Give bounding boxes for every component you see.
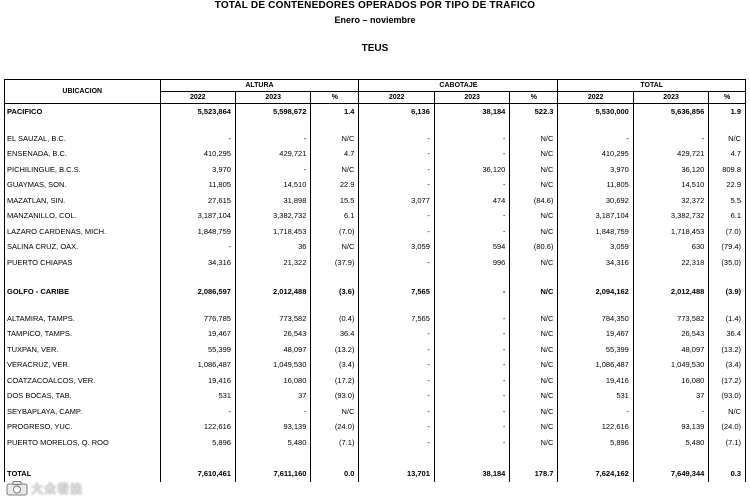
total-2022-cell: 19,467 — [558, 326, 633, 342]
cabotaje-2022-cell: - — [359, 146, 434, 162]
total-pct-cell: 809.8 — [709, 162, 746, 178]
location-cell: GOLFO - CARIBE — [5, 284, 161, 300]
spacer-row — [5, 120, 746, 131]
location-cell: EL SAUZAL, B.C. — [5, 131, 161, 147]
column-header-pct: % — [510, 92, 558, 104]
report-title: TOTAL DE CONTENEDORES OPERADOS POR TIPO DE TRAFICO — [214, 0, 536, 11]
table-row — [5, 357, 746, 373]
table-row — [5, 131, 746, 147]
cabotaje-pct-cell: N/C — [510, 388, 558, 404]
altura-2022-cell: 19,416 — [160, 373, 235, 389]
altura-2022-cell: 34,316 — [160, 255, 235, 271]
total-2023-cell: - — [633, 131, 708, 147]
altura-2022-cell: - — [160, 239, 235, 255]
altura-pct-cell: (7.1) — [311, 435, 359, 451]
table-row — [5, 177, 746, 193]
cabotaje-2023-cell: 36,120 — [434, 162, 509, 178]
total-2023-cell: 773,582 — [633, 311, 708, 327]
cabotaje-2022-cell: 3,077 — [359, 193, 434, 209]
altura-pct-cell: (0.4) — [311, 311, 359, 327]
total-2023-cell: 7,649,344 — [633, 464, 708, 482]
table-row — [5, 224, 746, 240]
altura-2023-cell: 7,611,160 — [235, 464, 310, 482]
total-row — [5, 464, 746, 482]
table-row — [5, 419, 746, 435]
cabotaje-2022-cell: - — [359, 131, 434, 147]
total-2022-cell: 11,805 — [558, 177, 633, 193]
altura-2022-cell: 1,086,487 — [160, 357, 235, 373]
altura-pct-cell: 1.4 — [311, 104, 359, 120]
table-row — [5, 146, 746, 162]
table-row — [5, 193, 746, 209]
total-2022-cell: 5,896 — [558, 435, 633, 451]
altura-2022-cell: 2,086,597 — [160, 284, 235, 300]
table-row — [5, 239, 746, 255]
cabotaje-2022-cell: - — [359, 162, 434, 178]
total-2022-cell: 19,416 — [558, 373, 633, 389]
altura-2023-cell: 21,322 — [235, 255, 310, 271]
altura-2023-cell: 3,382,732 — [235, 208, 310, 224]
cabotaje-2023-cell: - — [434, 208, 509, 224]
total-pct-cell: 5.5 — [709, 193, 746, 209]
altura-2022-cell: 410,295 — [160, 146, 235, 162]
total-pct-cell: N/C — [709, 404, 746, 420]
total-2022-cell: 2,094,162 — [558, 284, 633, 300]
cabotaje-2023-cell: - — [434, 131, 509, 147]
cabotaje-2023-cell: - — [434, 373, 509, 389]
total-2023-cell: 36,120 — [633, 162, 708, 178]
table-row — [5, 435, 746, 451]
altura-2023-cell: 31,898 — [235, 193, 310, 209]
altura-pct-cell: N/C — [311, 162, 359, 178]
altura-2023-cell: - — [235, 404, 310, 420]
column-header-2023: 2023 — [633, 92, 708, 104]
altura-2022-cell: 776,785 — [160, 311, 235, 327]
total-2023-cell: 2,012,488 — [633, 284, 708, 300]
table-row — [5, 255, 746, 271]
column-header-2022: 2022 — [160, 92, 235, 104]
altura-2022-cell: - — [160, 404, 235, 420]
cabotaje-pct-cell: N/C — [510, 208, 558, 224]
altura-2023-cell: 1,049,530 — [235, 357, 310, 373]
table-row — [5, 373, 746, 389]
column-group-cabotaje: CABOTAJE — [359, 80, 558, 92]
cabotaje-2023-cell: 38,184 — [434, 464, 509, 482]
cabotaje-2022-cell: 3,059 — [359, 239, 434, 255]
location-cell: COATZACOALCOS, VER. — [5, 373, 161, 389]
location-cell: SALINA CRUZ, OAX. — [5, 239, 161, 255]
total-2023-cell: 1,718,453 — [633, 224, 708, 240]
total-pct-cell: (35.0) — [709, 255, 746, 271]
altura-pct-cell: 4.7 — [311, 146, 359, 162]
altura-2022-cell: 55,399 — [160, 342, 235, 358]
spacer-row — [5, 450, 746, 464]
cabotaje-2022-cell: - — [359, 208, 434, 224]
total-2022-cell: 34,316 — [558, 255, 633, 271]
altura-2022-cell: 19,467 — [160, 326, 235, 342]
cabotaje-2023-cell: - — [434, 435, 509, 451]
cabotaje-pct-cell: N/C — [510, 404, 558, 420]
total-2023-cell: 93,139 — [633, 419, 708, 435]
cabotaje-pct-cell: N/C — [510, 131, 558, 147]
total-2023-cell: 48,097 — [633, 342, 708, 358]
total-2023-cell: 5,480 — [633, 435, 708, 451]
total-2023-cell: 630 — [633, 239, 708, 255]
altura-pct-cell: 22.9 — [311, 177, 359, 193]
cabotaje-2022-cell: 6,136 — [359, 104, 434, 120]
cabotaje-2022-cell: 7,565 — [359, 284, 434, 300]
total-2023-cell: 5,636,856 — [633, 104, 708, 120]
altura-2023-cell: 36 — [235, 239, 310, 255]
altura-2023-cell: 2,012,488 — [235, 284, 310, 300]
location-cell: VERACRUZ, VER. — [5, 357, 161, 373]
total-2023-cell: 26,543 — [633, 326, 708, 342]
total-pct-cell: (3.4) — [709, 357, 746, 373]
altura-2022-cell: 5,896 — [160, 435, 235, 451]
location-cell: SEYBAPLAYA, CAMP. — [5, 404, 161, 420]
altura-pct-cell: (24.0) — [311, 419, 359, 435]
cabotaje-pct-cell: N/C — [510, 326, 558, 342]
cabotaje-2022-cell: - — [359, 357, 434, 373]
spacer-row — [5, 270, 746, 284]
altura-2023-cell: - — [235, 162, 310, 178]
total-2022-cell: 122,616 — [558, 419, 633, 435]
altura-pct-cell: N/C — [311, 239, 359, 255]
cabotaje-2023-cell: - — [434, 224, 509, 240]
column-group-total: TOTAL — [558, 80, 746, 92]
location-cell: LAZARO CARDENAS, MICH. — [5, 224, 161, 240]
cabotaje-2022-cell: - — [359, 342, 434, 358]
total-2022-cell: - — [558, 131, 633, 147]
column-header-pct: % — [311, 92, 359, 104]
cabotaje-2022-cell: - — [359, 255, 434, 271]
location-cell: TOTAL — [5, 464, 161, 482]
cabotaje-2022-cell: - — [359, 435, 434, 451]
total-pct-cell: (7.1) — [709, 435, 746, 451]
column-header-2022: 2022 — [359, 92, 434, 104]
total-pct-cell: 4.7 — [709, 146, 746, 162]
total-pct-cell: (79.4) — [709, 239, 746, 255]
cabotaje-2023-cell: - — [434, 146, 509, 162]
altura-pct-cell: (17.2) — [311, 373, 359, 389]
altura-2023-cell: 429,721 — [235, 146, 310, 162]
location-cell: TAMPICO, TAMPS. — [5, 326, 161, 342]
column-header-2023: 2023 — [235, 92, 310, 104]
altura-pct-cell: (13.2) — [311, 342, 359, 358]
total-2023-cell: 22,318 — [633, 255, 708, 271]
total-2023-cell: 3,382,732 — [633, 208, 708, 224]
total-2022-cell: 5,530,000 — [558, 104, 633, 120]
altura-2022-cell: - — [160, 131, 235, 147]
cabotaje-2022-cell: - — [359, 177, 434, 193]
total-pct-cell: 36.4 — [709, 326, 746, 342]
total-pct-cell: N/C — [709, 131, 746, 147]
altura-2023-cell: 1,718,453 — [235, 224, 310, 240]
table-row — [5, 388, 746, 404]
report-subtitle: Enero – noviembre — [334, 15, 416, 25]
location-cell: DOS BOCAS, TAB. — [5, 388, 161, 404]
location-cell: ENSENADA, B.C. — [5, 146, 161, 162]
region-row — [5, 104, 746, 120]
location-cell: PICHILINGUE, B.C.S. — [5, 162, 161, 178]
column-header-2022: 2022 — [558, 92, 633, 104]
cabotaje-2023-cell: 594 — [434, 239, 509, 255]
location-cell: MAZATLAN, SIN. — [5, 193, 161, 209]
total-2023-cell: 14,510 — [633, 177, 708, 193]
altura-pct-cell: (3.4) — [311, 357, 359, 373]
total-2022-cell: 1,848,759 — [558, 224, 633, 240]
altura-2023-cell: 5,598,672 — [235, 104, 310, 120]
total-2022-cell: 1,086,487 — [558, 357, 633, 373]
total-2022-cell: 410,295 — [558, 146, 633, 162]
cabotaje-2023-cell: - — [434, 357, 509, 373]
cabotaje-2022-cell: - — [359, 404, 434, 420]
table-row — [5, 162, 746, 178]
cabotaje-pct-cell: (84.6) — [510, 193, 558, 209]
total-2022-cell: 531 — [558, 388, 633, 404]
cabotaje-pct-cell: N/C — [510, 311, 558, 327]
camera-logo-icon — [6, 480, 28, 496]
location-cell: TUXPAN, VER. — [5, 342, 161, 358]
cabotaje-2022-cell: 13,701 — [359, 464, 434, 482]
altura-pct-cell: N/C — [311, 404, 359, 420]
cabotaje-pct-cell: N/C — [510, 373, 558, 389]
cabotaje-pct-cell: N/C — [510, 177, 558, 193]
location-cell: PROGRESO, YUC. — [5, 419, 161, 435]
altura-2023-cell: 48,097 — [235, 342, 310, 358]
total-pct-cell: 6.1 — [709, 208, 746, 224]
total-pct-cell: (93.0) — [709, 388, 746, 404]
total-2023-cell: 37 — [633, 388, 708, 404]
altura-pct-cell: 6.1 — [311, 208, 359, 224]
cabotaje-2022-cell: 7,565 — [359, 311, 434, 327]
total-pct-cell: 22.9 — [709, 177, 746, 193]
altura-2023-cell: 37 — [235, 388, 310, 404]
cabotaje-2023-cell: 996 — [434, 255, 509, 271]
total-2022-cell: 7,624,162 — [558, 464, 633, 482]
cabotaje-pct-cell: N/C — [510, 162, 558, 178]
region-row — [5, 284, 746, 300]
cabotaje-2022-cell: - — [359, 373, 434, 389]
cabotaje-2022-cell: - — [359, 326, 434, 342]
altura-pct-cell: (93.0) — [311, 388, 359, 404]
cabotaje-2023-cell: - — [434, 311, 509, 327]
cabotaje-2023-cell: 38,184 — [434, 104, 509, 120]
altura-2023-cell: 773,582 — [235, 311, 310, 327]
location-cell: GUAYMAS, SON. — [5, 177, 161, 193]
cabotaje-pct-cell: 178.7 — [510, 464, 558, 482]
total-2022-cell: 30,692 — [558, 193, 633, 209]
cabotaje-2023-cell: - — [434, 326, 509, 342]
cabotaje-2022-cell: - — [359, 388, 434, 404]
total-2023-cell: - — [633, 404, 708, 420]
total-pct-cell: (17.2) — [709, 373, 746, 389]
cabotaje-pct-cell: N/C — [510, 255, 558, 271]
cabotaje-pct-cell: N/C — [510, 357, 558, 373]
total-2022-cell: 3,187,104 — [558, 208, 633, 224]
altura-2022-cell: 7,610,461 — [160, 464, 235, 482]
altura-2022-cell: 27,615 — [160, 193, 235, 209]
altura-pct-cell: N/C — [311, 131, 359, 147]
cabotaje-pct-cell: 522.3 — [510, 104, 558, 120]
altura-2022-cell: 5,523,864 — [160, 104, 235, 120]
altura-pct-cell: 36.4 — [311, 326, 359, 342]
cabotaje-2022-cell: - — [359, 419, 434, 435]
cabotaje-2023-cell: - — [434, 419, 509, 435]
cabotaje-pct-cell: N/C — [510, 146, 558, 162]
altura-pct-cell: (37.9) — [311, 255, 359, 271]
cabotaje-2023-cell: - — [434, 388, 509, 404]
cabotaje-2023-cell: 474 — [434, 193, 509, 209]
table-row — [5, 404, 746, 420]
altura-pct-cell: (3.6) — [311, 284, 359, 300]
location-cell: MANZANILLO, COL. — [5, 208, 161, 224]
altura-2023-cell: - — [235, 131, 310, 147]
total-2023-cell: 1,049,530 — [633, 357, 708, 373]
altura-2023-cell: 14,510 — [235, 177, 310, 193]
location-cell: PUERTO MORELOS, Q. ROO — [5, 435, 161, 451]
unit-label: TEUS — [361, 43, 389, 54]
watermark — [6, 479, 83, 497]
cabotaje-pct-cell: N/C — [510, 284, 558, 300]
cabotaje-pct-cell: N/C — [510, 435, 558, 451]
total-2022-cell: 3,970 — [558, 162, 633, 178]
table-body — [5, 104, 746, 483]
location-cell: PACIFICO — [5, 104, 161, 120]
altura-2023-cell: 5,480 — [235, 435, 310, 451]
total-2023-cell: 16,080 — [633, 373, 708, 389]
total-pct-cell: (7.0) — [709, 224, 746, 240]
altura-pct-cell: 0.0 — [311, 464, 359, 482]
total-2022-cell: - — [558, 404, 633, 420]
column-group-altura: ALTURA — [160, 80, 359, 92]
table-row — [5, 208, 746, 224]
altura-pct-cell: 15.5 — [311, 193, 359, 209]
altura-2022-cell: 122,616 — [160, 419, 235, 435]
cabotaje-pct-cell: N/C — [510, 342, 558, 358]
total-pct-cell: (1.4) — [709, 311, 746, 327]
cabotaje-pct-cell: (80.6) — [510, 239, 558, 255]
total-pct-cell: 1.9 — [709, 104, 746, 120]
altura-2022-cell: 1,848,759 — [160, 224, 235, 240]
total-2023-cell: 429,721 — [633, 146, 708, 162]
cabotaje-pct-cell: N/C — [510, 419, 558, 435]
location-cell: PUERTO CHIAPAS — [5, 255, 161, 271]
altura-2022-cell: 11,805 — [160, 177, 235, 193]
total-2022-cell: 3,059 — [558, 239, 633, 255]
total-pct-cell: (3.9) — [709, 284, 746, 300]
total-pct-cell: (24.0) — [709, 419, 746, 435]
total-2022-cell: 55,399 — [558, 342, 633, 358]
cabotaje-2023-cell: - — [434, 342, 509, 358]
cabotaje-2023-cell: - — [434, 177, 509, 193]
altura-2023-cell: 26,543 — [235, 326, 310, 342]
location-cell: ALTAMIRA, TAMPS. — [5, 311, 161, 327]
column-header-pct: % — [709, 92, 746, 104]
altura-2023-cell: 93,139 — [235, 419, 310, 435]
column-header-2023: 2023 — [434, 92, 509, 104]
table-row — [5, 326, 746, 342]
watermark-text: 大众看法 — [31, 481, 84, 496]
cabotaje-pct-cell: N/C — [510, 224, 558, 240]
column-header-location: UBICACION — [5, 80, 161, 104]
total-pct-cell: 0.3 — [709, 464, 746, 482]
altura-pct-cell: (7.0) — [311, 224, 359, 240]
table-row — [5, 311, 746, 327]
container-table — [4, 79, 746, 482]
total-2023-cell: 32,372 — [633, 193, 708, 209]
cabotaje-2022-cell: - — [359, 224, 434, 240]
spacer-row — [5, 300, 746, 311]
total-pct-cell: (13.2) — [709, 342, 746, 358]
cabotaje-2023-cell: - — [434, 404, 509, 420]
cabotaje-2023-cell: - — [434, 284, 509, 300]
altura-2022-cell: 531 — [160, 388, 235, 404]
table-row — [5, 342, 746, 358]
total-2022-cell: 784,350 — [558, 311, 633, 327]
altura-2023-cell: 16,080 — [235, 373, 310, 389]
altura-2022-cell: 3,970 — [160, 162, 235, 178]
altura-2022-cell: 3,187,104 — [160, 208, 235, 224]
